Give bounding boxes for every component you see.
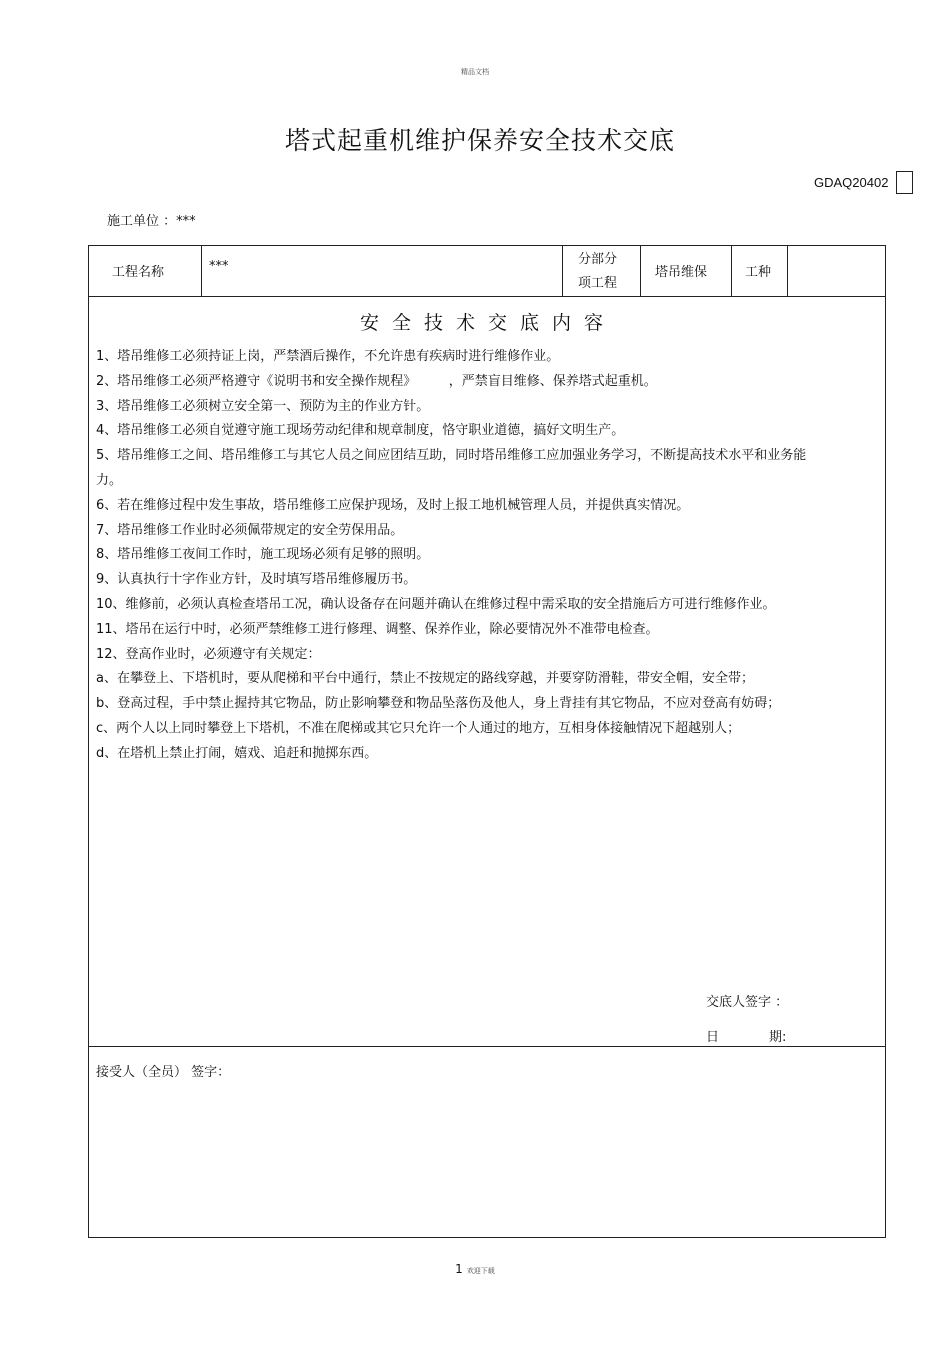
list-item: 7、塔吊维修工作业时必须佩带规定的安全劳保用品。 (96, 522, 404, 538)
project-name-label: 工程名称 (112, 265, 165, 280)
project-name-value: *** (209, 259, 229, 274)
receiver-label: 接受人（全员） 签字： (96, 1065, 231, 1080)
footer-text: 欢迎下载 (466, 1267, 495, 1275)
disclosure-items (96, 345, 811, 767)
document-code: GDAQ20402 (814, 175, 889, 190)
signer-label: 交底人签字 ： (706, 995, 789, 1010)
divider (731, 246, 732, 297)
list-item: b、登高过程，手中禁止握持其它物品，防止影响攀登和物品坠落伤及他人，身上背挂有其它物品，不应对登高有妨碍； (96, 696, 781, 712)
divider (562, 246, 563, 297)
row-divider (89, 1046, 885, 1047)
list-item: 4、塔吊维修工必须自觉遵守施工现场劳动纪律和规章制度，恪守职业道德，搞好文明生产。 (96, 423, 625, 439)
page-number: 1 (455, 1262, 463, 1276)
list-item: 2、塔吊维修工必须严格遵守《说明书和安全操作规程》 ，严禁盲目维修、保养塔式起重机。 (96, 373, 657, 389)
list-item: 10、维修前，必须认真检查塔吊工况，确认设备存在问题并确认在维修过程中需采取的安全措施后方可进行维修作业。 (96, 596, 776, 612)
subproject-value: 塔吊维保 (655, 265, 708, 280)
date-label-b: 期: (769, 1030, 787, 1045)
page-footer (0, 1262, 950, 1276)
list-item: 3、塔吊维修工必须树立安全第一、预防为主的作业方针。 (96, 398, 430, 414)
construction-unit: 施工单位 ：*** (107, 214, 196, 229)
worktype-label: 工种 (745, 265, 772, 280)
code-box (896, 171, 913, 194)
list-item: 8、塔吊维修工夜间工作时，施工现场必须有足够的照明。 (96, 547, 430, 563)
list-item: 5、塔吊维修工之间、塔吊维修工与其它人员之间应团结互助，同时塔吊维修工应加强业务学习，不断提高技术水平和业务能力。 (96, 448, 807, 488)
header-note: 精品文档 (461, 68, 489, 76)
list-item: 11、塔吊在运行中时，必须严禁维修工进行修理、调整、保养作业，除必要情况外不准带电检查。 (96, 621, 659, 637)
divider (640, 246, 641, 297)
subproject-label-line1: 分部分 (578, 252, 618, 267)
document-title: 塔式起重机维护保养安全技术交底 (284, 126, 675, 155)
list-item: c、两个人以上同时攀登上下塔机，不准在爬梯或其它只允许一个人通过的地方，互相身体接触情况下超越别人； (96, 720, 741, 736)
list-item: 9、认真执行十字作业方针，及时填写塔吊维修履历书。 (96, 572, 417, 588)
list-item: 12、登高作业时，必须遵守有关规定： (96, 646, 321, 662)
list-item: d、在塔机上禁止打闹，嬉戏、追赶和抛掷东西。 (96, 745, 378, 761)
section-title: 安全技术交底内容 (359, 312, 616, 334)
divider (787, 246, 788, 297)
list-item: a、在攀登上、下塔机时，要从爬梯和平台中通行，禁止不按规定的路线穿越，并要穿防滑鞋，带安全帽，安全带； (96, 671, 754, 687)
row-divider (89, 296, 885, 297)
list-item: 6、若在维修过程中发生事故，塔吊维修工应保护现场，及时上报工地机械管理人员，并提供真实情况。 (96, 497, 690, 513)
date-label-a: 日 (706, 1030, 720, 1045)
list-item: 1、塔吊维修工必须持证上岗，严禁酒后操作，不允许患有疾病时进行维修作业。 (96, 349, 560, 364)
disclosure-table (88, 245, 886, 1238)
divider (201, 246, 202, 297)
subproject-label-line2: 项工程 (578, 276, 618, 291)
